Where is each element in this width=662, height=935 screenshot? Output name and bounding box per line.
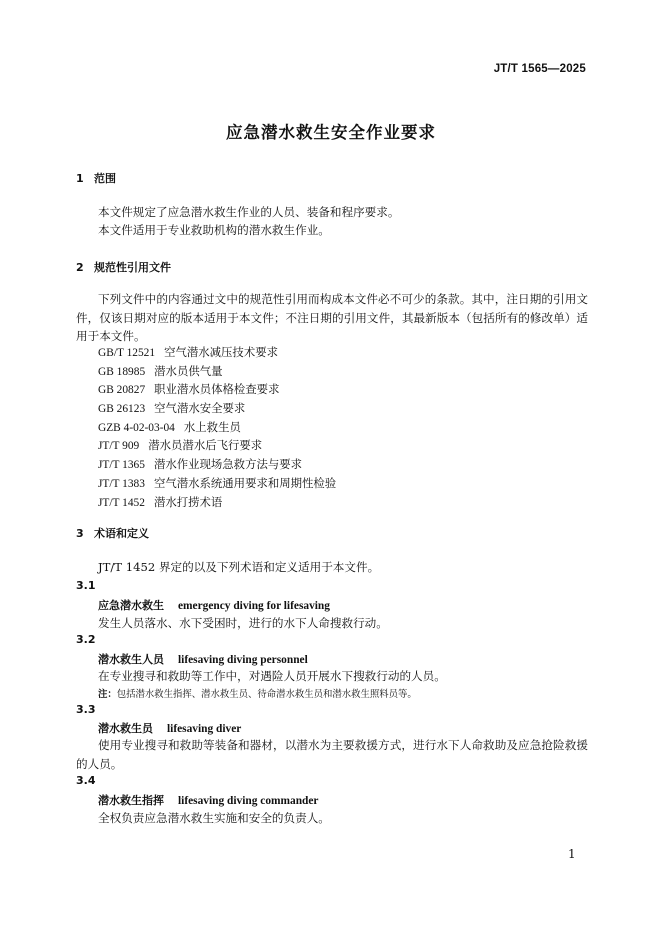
term-english: lifesaving diving commander	[178, 795, 319, 807]
term-number: 3.4	[76, 774, 96, 787]
note-label: 注：	[98, 689, 117, 700]
section-number: 1	[76, 172, 84, 185]
section-heading-terms-definitions	[76, 525, 149, 541]
section-heading-scope	[76, 170, 116, 186]
section-heading-normative-references	[76, 259, 171, 275]
term-english: lifesaving diver	[167, 723, 242, 735]
reference-item: JT/T 1365 潜水作业现场急救方法与要求	[98, 457, 303, 472]
term-number: 3.3	[76, 703, 96, 716]
terms-intro-paragraph: JT/T 1452 界定的以及下列术语和定义适用于本文件。	[98, 560, 380, 574]
term-entry	[98, 792, 319, 808]
term-chinese: 潜水救生人员	[98, 653, 164, 666]
term-number: 3.2	[76, 633, 96, 646]
reference-item: GB 26123 空气潜水安全要求	[98, 401, 246, 416]
term-definition: 在专业搜寻和救助等工作中，对遇险人员开展水下搜救行动的人员。	[98, 669, 446, 683]
term-note	[98, 686, 417, 700]
section-number: 2	[76, 261, 84, 274]
term-english: emergency diving for lifesaving	[178, 600, 330, 612]
reference-item: JT/T 1452 潜水打捞术语	[98, 494, 223, 509]
term-entry	[98, 651, 308, 667]
term-definition: 全权负责应急潜水救生实施和安全的负责人。	[98, 811, 330, 825]
reference-list	[98, 344, 336, 512]
reference-item: GZB 4-02-03-04 水上救生员	[98, 419, 241, 434]
section-number: 3	[76, 527, 84, 540]
term-chinese: 应急潜水救生	[98, 599, 164, 612]
section-title: 规范性引用文件	[94, 261, 171, 274]
term-english: lifesaving diving personnel	[178, 654, 308, 666]
term-entry	[98, 720, 241, 736]
term-entry	[98, 597, 330, 613]
reference-item: GB 18985 潜水员供气量	[98, 363, 223, 378]
reference-item: GB/T 12521 空气潜水减压技术要求	[98, 345, 278, 359]
term-chinese: 潜水救生员	[98, 722, 153, 735]
section-title: 范围	[94, 172, 116, 185]
note-text: 包括潜水救生指挥、潜水救生员、待命潜水救生员和潜水救生照料员等。	[116, 689, 417, 700]
term-definition: 使用专业搜寻和救助等装备和器材，以潜水为主要救援方式，进行水下人命救助及应急抢险救援的人员。	[76, 738, 588, 771]
scope-paragraph-1: 本文件规定了应急潜水救生作业的人员、装备和程序要求。	[98, 205, 400, 219]
term-number: 3.1	[76, 579, 96, 592]
reference-item: JT/T 1383 空气潜水系统通用要求和周期性检验	[98, 475, 337, 490]
reference-item: GB 20827 职业潜水员体格检查要求	[98, 382, 280, 397]
normative-intro-paragraph: 下列文件中的内容通过文中的规范性引用而构成本文件必不可少的条款。其中，注日期的引用文件，仅该日期对应的版本适用于本文件；不注日期的引用文件，其最新版本（包括所有的修改单）适用于本文件。	[76, 292, 588, 343]
section-title: 术语和定义	[94, 527, 149, 540]
document-title: 应急潜水救生安全作业要求	[226, 123, 436, 142]
scope-paragraph-2: 本文件适用于专业救助机构的潜水救生作业。	[98, 223, 330, 237]
term-definition: 发生人员落水、水下受困时，进行的水下人命搜救行动。	[98, 616, 388, 630]
document-number: JT/T 1565—2025	[493, 63, 586, 75]
reference-item: JT/T 909 潜水员潜水后飞行要求	[98, 438, 263, 453]
term-chinese: 潜水救生指挥	[98, 794, 164, 807]
page-number: 1	[568, 847, 576, 861]
